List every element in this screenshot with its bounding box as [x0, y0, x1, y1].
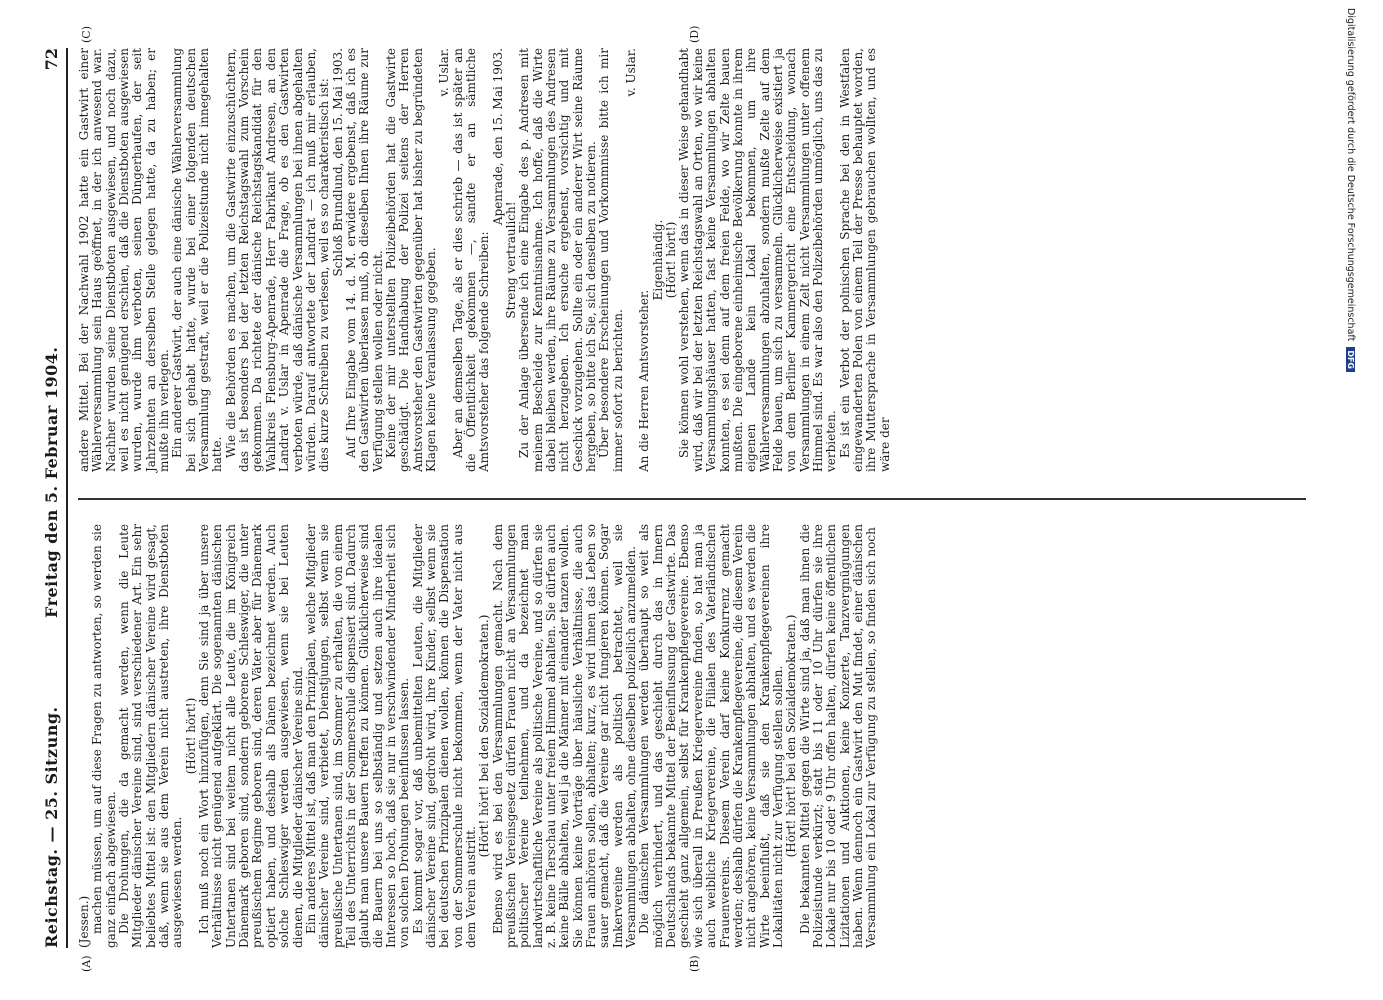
- letter-paragraph: Über besondere Erscheinungen und Vorkommnisse bitte ich mir immer sofort zu berichten.: [597, 48, 625, 472]
- letter-heading: Streng vertraulich!: [504, 201, 518, 319]
- letter-paragraph: Auf Ihre Eingabe vom 14. d. M. erwidere ergebenst, daß ich es den Gastwirten überlassen muß, ob dieselben Ihnen ihre Räume zur Verfügung stellen wollen oder nicht.: [343, 48, 385, 472]
- letter-paragraph: Zu der Anlage übersende ich eine Eingabe des p. Andresen mit meinem Bescheide zur Kenntnisnahme. Ich hoffe, daß die Wirte dabei bleiben werden, ihre Räume zu Versammlungen des Andresen nicht herzugeben. Ich ersuche ergebenst, vorsichtig und mit Geschick vorzugehen. Sollte ein oder ein anderer Wirt seine Räume hergeben, so bitte ich Sie, sich denselben zu notieren.: [517, 48, 599, 472]
- letter-signature: v. Uslar.: [624, 48, 639, 97]
- paragraph: Die bekannten Mittel gegen die Wirte sind ja, daß man ihnen die Polizeistunde verkürzt; statt bis 11 oder 10 Uhr dürfen sie ihre Lokale nur bis 10 oder 9 Uhr offen halten, dürfen keine öffentlichen Lizitationen und Auktionen, keine Konzerte, Tanzvergnügungen haben. Wenn dennoch ein Gastwirt den Mut findet, einer dänischen Versammlung ein Lokal zur Verfügung zu stellen, so finden sich noch: [797, 524, 879, 948]
- paragraph: Es kommt sogar vor, daß unbemittelten Leuten, die Mitglieder dänischer Vereine sind, gedroht wird, ihre Kinder, selbst wenn sie bei deutschen Prinzipalen dienen wollen, können die Dispensation von der Sommerschule nicht bekommen, wenn der Vater nicht aus dem Verein austritt.: [410, 524, 478, 948]
- paragraph: Ein anderer Gastwirt, der auch eine dänische Wählerversammlung bei sich gehabt hatte, wurde bei einer folgenden deutschen Versammlung gestraft, weil er die Polizeistunde nicht innegehalten hatte.: [170, 48, 225, 472]
- margin-marker-a: (A): [80, 955, 93, 972]
- paragraph: Ein anderes Mittel ist, daß man den Prinzipalen, welche Mitglieder dänischer Vereine sind, verbietet, Dienstjungen, selbst wenn sie preußische Untertanen sind, im Sommer zu erhalten, die von einem Teil des Unterrichts in der Sommerschule dispensiert sind. Dadurch glaubt man unsere Bauern treffen zu können. Glücklicherweise sind die Bauern bei uns so selbständig und setzen auch ihre idealen Interessen so hoch, daß sie nur in verschwindender Minderheit sich von solchen Drohungen beeinflussen lassen.: [303, 524, 412, 948]
- paragraph: Sie können wohl verstehen, wenn das in dieser Weise gehandhabt wird, daß wir bei der letzten Reichstagswahl an Orten, wo wir keine Versammlungshäuser hatten, fast keine Versammlungen abhalten konnten, es sei denn auf dem freien Felde, wo wir Zelte bauen mußten. Die eingeborene einheimische Bevölkerung konnte in ihrem eigenen Lande kein Lokal bekommen, um ihre Wählerversammlungen abzuhalten, sondern mußte Zelte auf dem Felde bauen, um sich zu versammeln. Glücklicherweise existiert ja von dem Berliner Kammergericht eine Entscheidung, wonach Versammlungen in einem Zelt nicht Versammlungen unter offenem Himmel sind. Es war also den Polizeibehörden unmöglich, uns das zu verbieten.: [677, 48, 839, 472]
- letter-signature: v. Uslar.: [437, 48, 452, 97]
- interjection: (Hört! hört! bei den Sozialdemokraten.): [477, 614, 492, 858]
- paragraph: Die dänischen Versammlungen werden überhaupt so weit als möglich verhindert, und das geschieht durch das in Innern Deutschlands bekannte Mittel der Beeinflussung der Gastwirte. Das geschieht ganz allgemein, selbst für Krankenpflegevereine. Ebenso wie sich überall in Preußen Kriegervereine finden, so hat man ja auch weibliche Kriegervereine, die Filialen des Vaterländischen Frauenvereins. Diesem Verein darf keine Konkurrenz gemacht werden; deshalb dürfen die Krankenpflegevereine, die diesem Verein nicht angehören, keine Versammlungen abhalten, und es werden die Wirte beeinflußt, daß sie den Krankenpflegevereinen ihre Lokalitäten nicht zur Verfügung stellen sollen.: [637, 524, 785, 948]
- header-title: Reichstag. — 25. Sitzung.: [42, 706, 61, 948]
- paragraph: machen müssen, um auf diese Fragen zu antworten, so werden sie ganz einfach abgewiesen.: [90, 524, 118, 948]
- letter-note: Eigenhändig.: [650, 219, 665, 301]
- column-divider: [78, 499, 1306, 501]
- header-date: Freitag den 5. Februar 1904.: [42, 346, 61, 618]
- interjection: (Hört! hört!): [664, 221, 679, 299]
- paragraph: andere Mittel. Bei der Nachwahl 1902 hatte ein Gastwirt einer Wählerversammlung sein Haus geöffnet, in der ich anwesend war. Nachher wurden seine Dienstboten ausgewiesen, und noch dazu, weil es nicht genügend erschien, daß die Dienstboten ausgewiesen wurden, wurde ihm verboten, seinen Düngerhaufen, der seit Jahrzehnten an derselben Stelle gelegen hatte, da zu haben; er mußte ihn verlegen.: [77, 48, 172, 472]
- margin-marker-d: (D): [688, 25, 701, 43]
- paragraph: Ich muß noch ein Wort hinzufügen, denn Sie sind ja über unsere Verhältnisse nicht genügend aufgeklärt. Die sogenannten dänischen Untertanen sind bei weitem nicht alle Leute, die im Königreich Dänemark geboren sind, sondern geborene Schleswiger, die unter preußischem Regime geboren sind, deren Väter aber für Dänemark optiert haben, und deshalb als Dänen bezeichnet werden. Auch solche Schleswiger werden ausgewiesen, wenn sie bei Leuten dienen, die Mitglieder dänischer Vereine sind.: [197, 524, 305, 948]
- paragraph: Ebenso wird es bei den Versammlungen gemacht. Nach dem preußischen Vereinsgesetz dürfen Frauen nicht an Versammlungen politischer Vereine teilnehmen, und da bezeichnet man landwirtschaftliche Vereine als politische Vereine, und so dürfen sie z. B. keine Tierschau unter freiem Himmel abhalten. Sie dürfen auch keine Bälle abhalten, weil ja die Männer mit einander tanzen wollen. Sie können keine Vorträge über häusliche Verhältnisse, die auch Frauen anhören sollen, abhalten; kurz, es wird ihnen das Leben so sauer gemacht, daß die Vereine gar nicht fungieren können. Sogar Imkervereine werden als politisch betrachtet, weil sie Versammlungen abhalten, ohne dieselben polizeilich anzumelden.: [490, 524, 639, 948]
- letter-addressee: An die Herren Amtsvorsteher.: [637, 289, 652, 472]
- letter-paragraph: Keine der mir unterstellten Polizeibehörden hat die Gastwirte geschädigt. Die Handhabung der Polizei seitens der Herren Amtsvorsteher den Gastwirten gegenüber hat bisher zu begründeten Klagen keine Veranlassung gegeben.: [383, 48, 438, 472]
- digitization-note: [1340, 8, 1356, 998]
- paragraph: Aber an demselben Tage, als er dies schrieb — das ist später an die Öffentlichkeit gekommen —, sandte er an sämtliche Amtsvorsteher das folgende Schreiben:: [450, 48, 492, 472]
- paragraph: Die Drohungen, die da gemacht werden, wenn die Leute Mitglieder dänischer Vereine sind, sind verschiedener Art. Ein sehr beliebtes Mittel ist: den Mitgliedern dänischer Vereine wird gesagt, daß, wenn sie aus dem Verein nicht austreten, ihre Dienstboten ausgewiesen werden.: [117, 524, 185, 948]
- page-header: [40, 48, 68, 948]
- margin-marker-c: (C): [80, 26, 93, 43]
- interjection: (Hört! hört! bei den Sozialdemokraten.): [784, 614, 799, 858]
- letter-dateline: Schloß Brundlund, den 15. Mai 1903.: [330, 48, 345, 277]
- paragraph: Wie die Behörden es machen, um die Gastwirte einzuschüchtern, das ist besonders bei der letzten Reichstagswahl zum Vorschein gekommen. Da richtete der dänische Reichstagskandidat für den Wahlkreis Flensburg-Apenrade, Herr Fabrikant Andresen, an den Landrat v. Uslar in Apenrade die Frage, ob es den Gastwirten verboten würde, daß dänische Versammlungen bei ihnen abgehalten würden. Darauf antwortete der Landrat — ich muß mir erlauben, dies kurze Schreiben zu verlesen, weil es so charakteristisch ist:: [223, 48, 332, 472]
- page-number: 72: [42, 48, 61, 71]
- left-column: [78, 524, 879, 948]
- speaker-label: (Jessen.): [77, 895, 91, 948]
- interjection: (Hört! hört!): [183, 697, 198, 775]
- digitization-text: Digitalisierung gefördert durch die Deutsche Forschungsgemeinschaft: [1345, 8, 1356, 342]
- right-column: [78, 48, 892, 472]
- letter-dateline: Apenrade, den 15. Mai 1903.: [490, 48, 505, 226]
- paragraph: Es ist ein Verbot der polnischen Sprache bei den in Westfalen eingewanderten Polen von einem Teil der Presse behauptet worden, ihre Muttersprache in Versammlungen gebrauchen wollten, und es wäre der: [837, 48, 892, 472]
- dfg-logo: DFG: [1346, 347, 1355, 372]
- margin-marker-b: (B): [688, 955, 701, 972]
